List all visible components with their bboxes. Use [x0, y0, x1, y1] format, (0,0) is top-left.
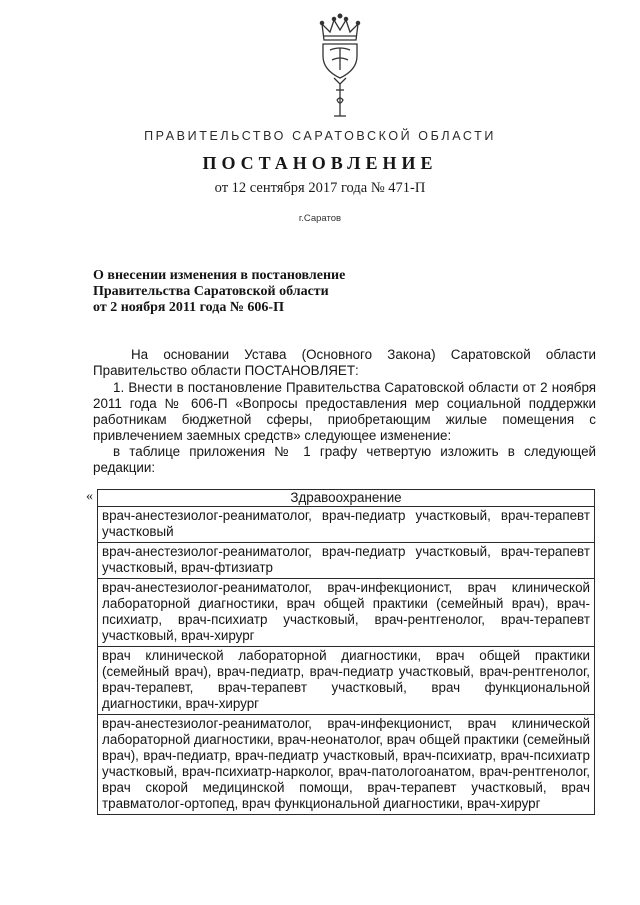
table-row: [98, 507, 595, 543]
table-cell: врач-анестезиолог-реаниматолог, врач-инфекционист, врач клинической лабораторной диагностики, врач общей практики (семейный врач), врач-психиатр, врач-психиатр участковый, врач-рентгенолог, врач-терапевт участковый, врач-хирург: [98, 579, 595, 647]
subject-line-3: от 2 ноября 2011 года № 606-П: [93, 300, 284, 315]
table-cell: врач-анестезиолог-реаниматолог, врач-педиатр участковый, врач-терапевт участковый, врач-фтизиатр: [98, 543, 595, 579]
table-cell: врач-анестезиолог-реаниматолог, врач-педиатр участковый, врач-терапевт участковый: [98, 507, 595, 543]
paragraph-amendment: 1. Внести в постановление Правительства Саратовской области от 2 ноября 2011 года № 606-П «Вопросы предоставления мер социальной поддержки работникам бюджетной сферы, приобретающим жилые помещения с привлечением заемных средств» следующее изменение:: [93, 380, 596, 443]
table-row: [98, 579, 595, 647]
document-city: г.Саратов: [298, 213, 342, 224]
document-date-number: от 12 сентября 2017 года № 471-П: [214, 180, 426, 196]
table-row: [98, 543, 595, 579]
table-cell: врач клинической лабораторной диагностики, врач общей практики (семейный врач), врач-педиатр, врач-педиатр участковый, врач-рентгенолог, врач-терапевт, врач-терапевт участковый, врач функциональной диагностики, врач-хирург: [98, 647, 595, 715]
table-header-cell: Здравоохранение: [98, 490, 595, 507]
document-subject: [93, 268, 413, 316]
document-type-title: ПОСТАНОВЛЕНИЕ: [202, 153, 438, 173]
paragraph-table-instruction: в таблице приложения № 1 графу четвертую изложить в следующей редакции:: [93, 444, 596, 475]
table-row: [98, 647, 595, 715]
professions-table: [97, 489, 595, 815]
opening-quote-mark: «: [86, 489, 93, 504]
subject-line-1: О внесении изменения в постановление: [93, 268, 346, 283]
paragraph-basis: На основании Устава (Основного Закона) Саратовской области Правительство области ПОСТАНОВЛЯЕТ:: [93, 347, 596, 378]
table-cell: врач-анестезиолог-реаниматолог, врач-инфекционист, врач клинической лабораторной диагностики, врач-неонатолог, врач общей практики (семейный врач), врач-педиатр, врач-педиатр участковый, врач-психиатр, врач-психиатр участковый, врач-психиатр-нарколог, врач-патологоанатом, врач-рентгенолог, врач скорой медицинской помощи, врач-терапевт участковый, врач травматолог-ортопед, врач функциональной диагностики, врач-хирург: [98, 715, 595, 815]
coat-of-arms-emblem: [316, 12, 364, 124]
government-name: ПРАВИТЕЛЬСТВО САРАТОВСКОЙ ОБЛАСТИ: [144, 129, 496, 143]
subject-line-2: Правительства Саратовской области: [93, 284, 329, 299]
table-row: [98, 715, 595, 815]
table-header-row: [98, 490, 595, 507]
